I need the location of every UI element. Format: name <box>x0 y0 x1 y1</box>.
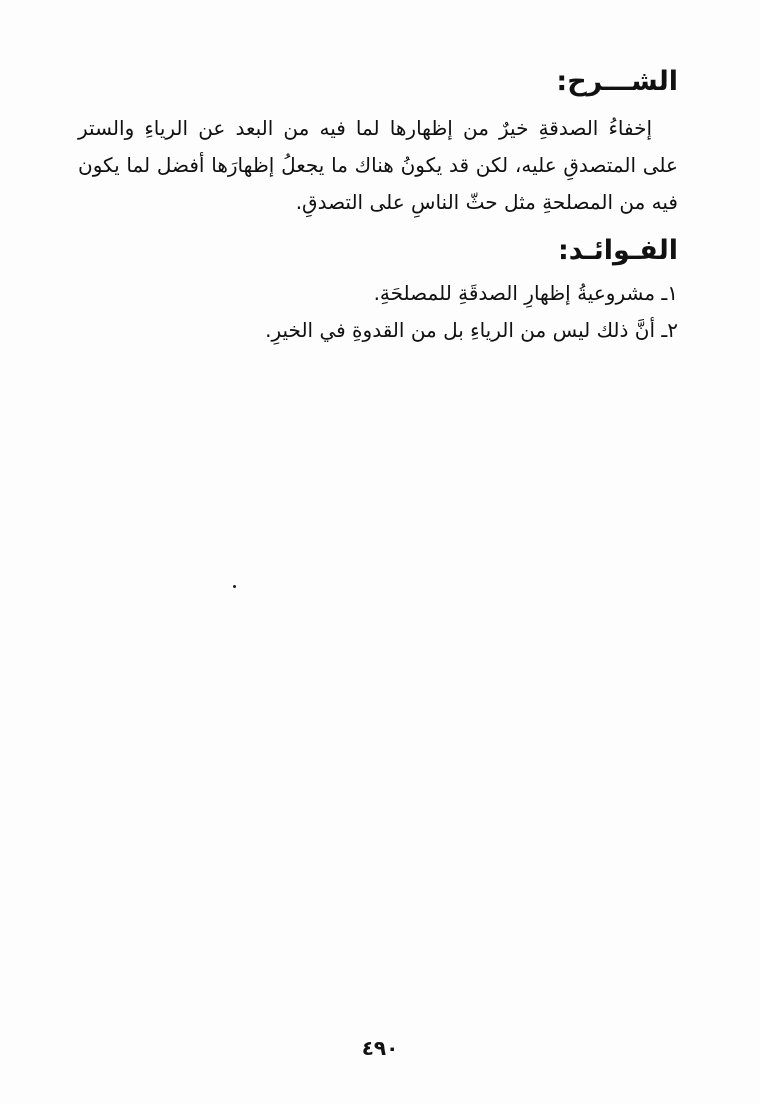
page-number: ٤٩٠ <box>361 1036 399 1060</box>
benefit-item-2: ٢ـ أنَّ ذلك ليس من الرياءِ بل من القدوةِ في الخيرِ. <box>265 318 678 342</box>
scan-speck <box>233 585 236 588</box>
benefits-heading: الفـوائـد: <box>558 235 678 266</box>
explanation-heading: الشـــرح: <box>556 66 678 97</box>
benefit-item-1: ١ـ مشروعيةُ إظهارِ الصدقَةِ للمصلحَةِ. <box>373 281 678 305</box>
page-content <box>78 62 678 349</box>
explanation-paragraph: إخفاءُ الصدقةِ خيرٌ من إظهارها لما فيه من البعد عن الرياءِ والستر على المتصدقِ عليه، لكن قد يكونُ هناك ما يجعلُ إظهارَها أفضل لما يكون فيه من المصلحةِ مثل حثّ الناسِ على التصدقِ. <box>78 116 678 214</box>
benefits-list <box>78 275 678 349</box>
